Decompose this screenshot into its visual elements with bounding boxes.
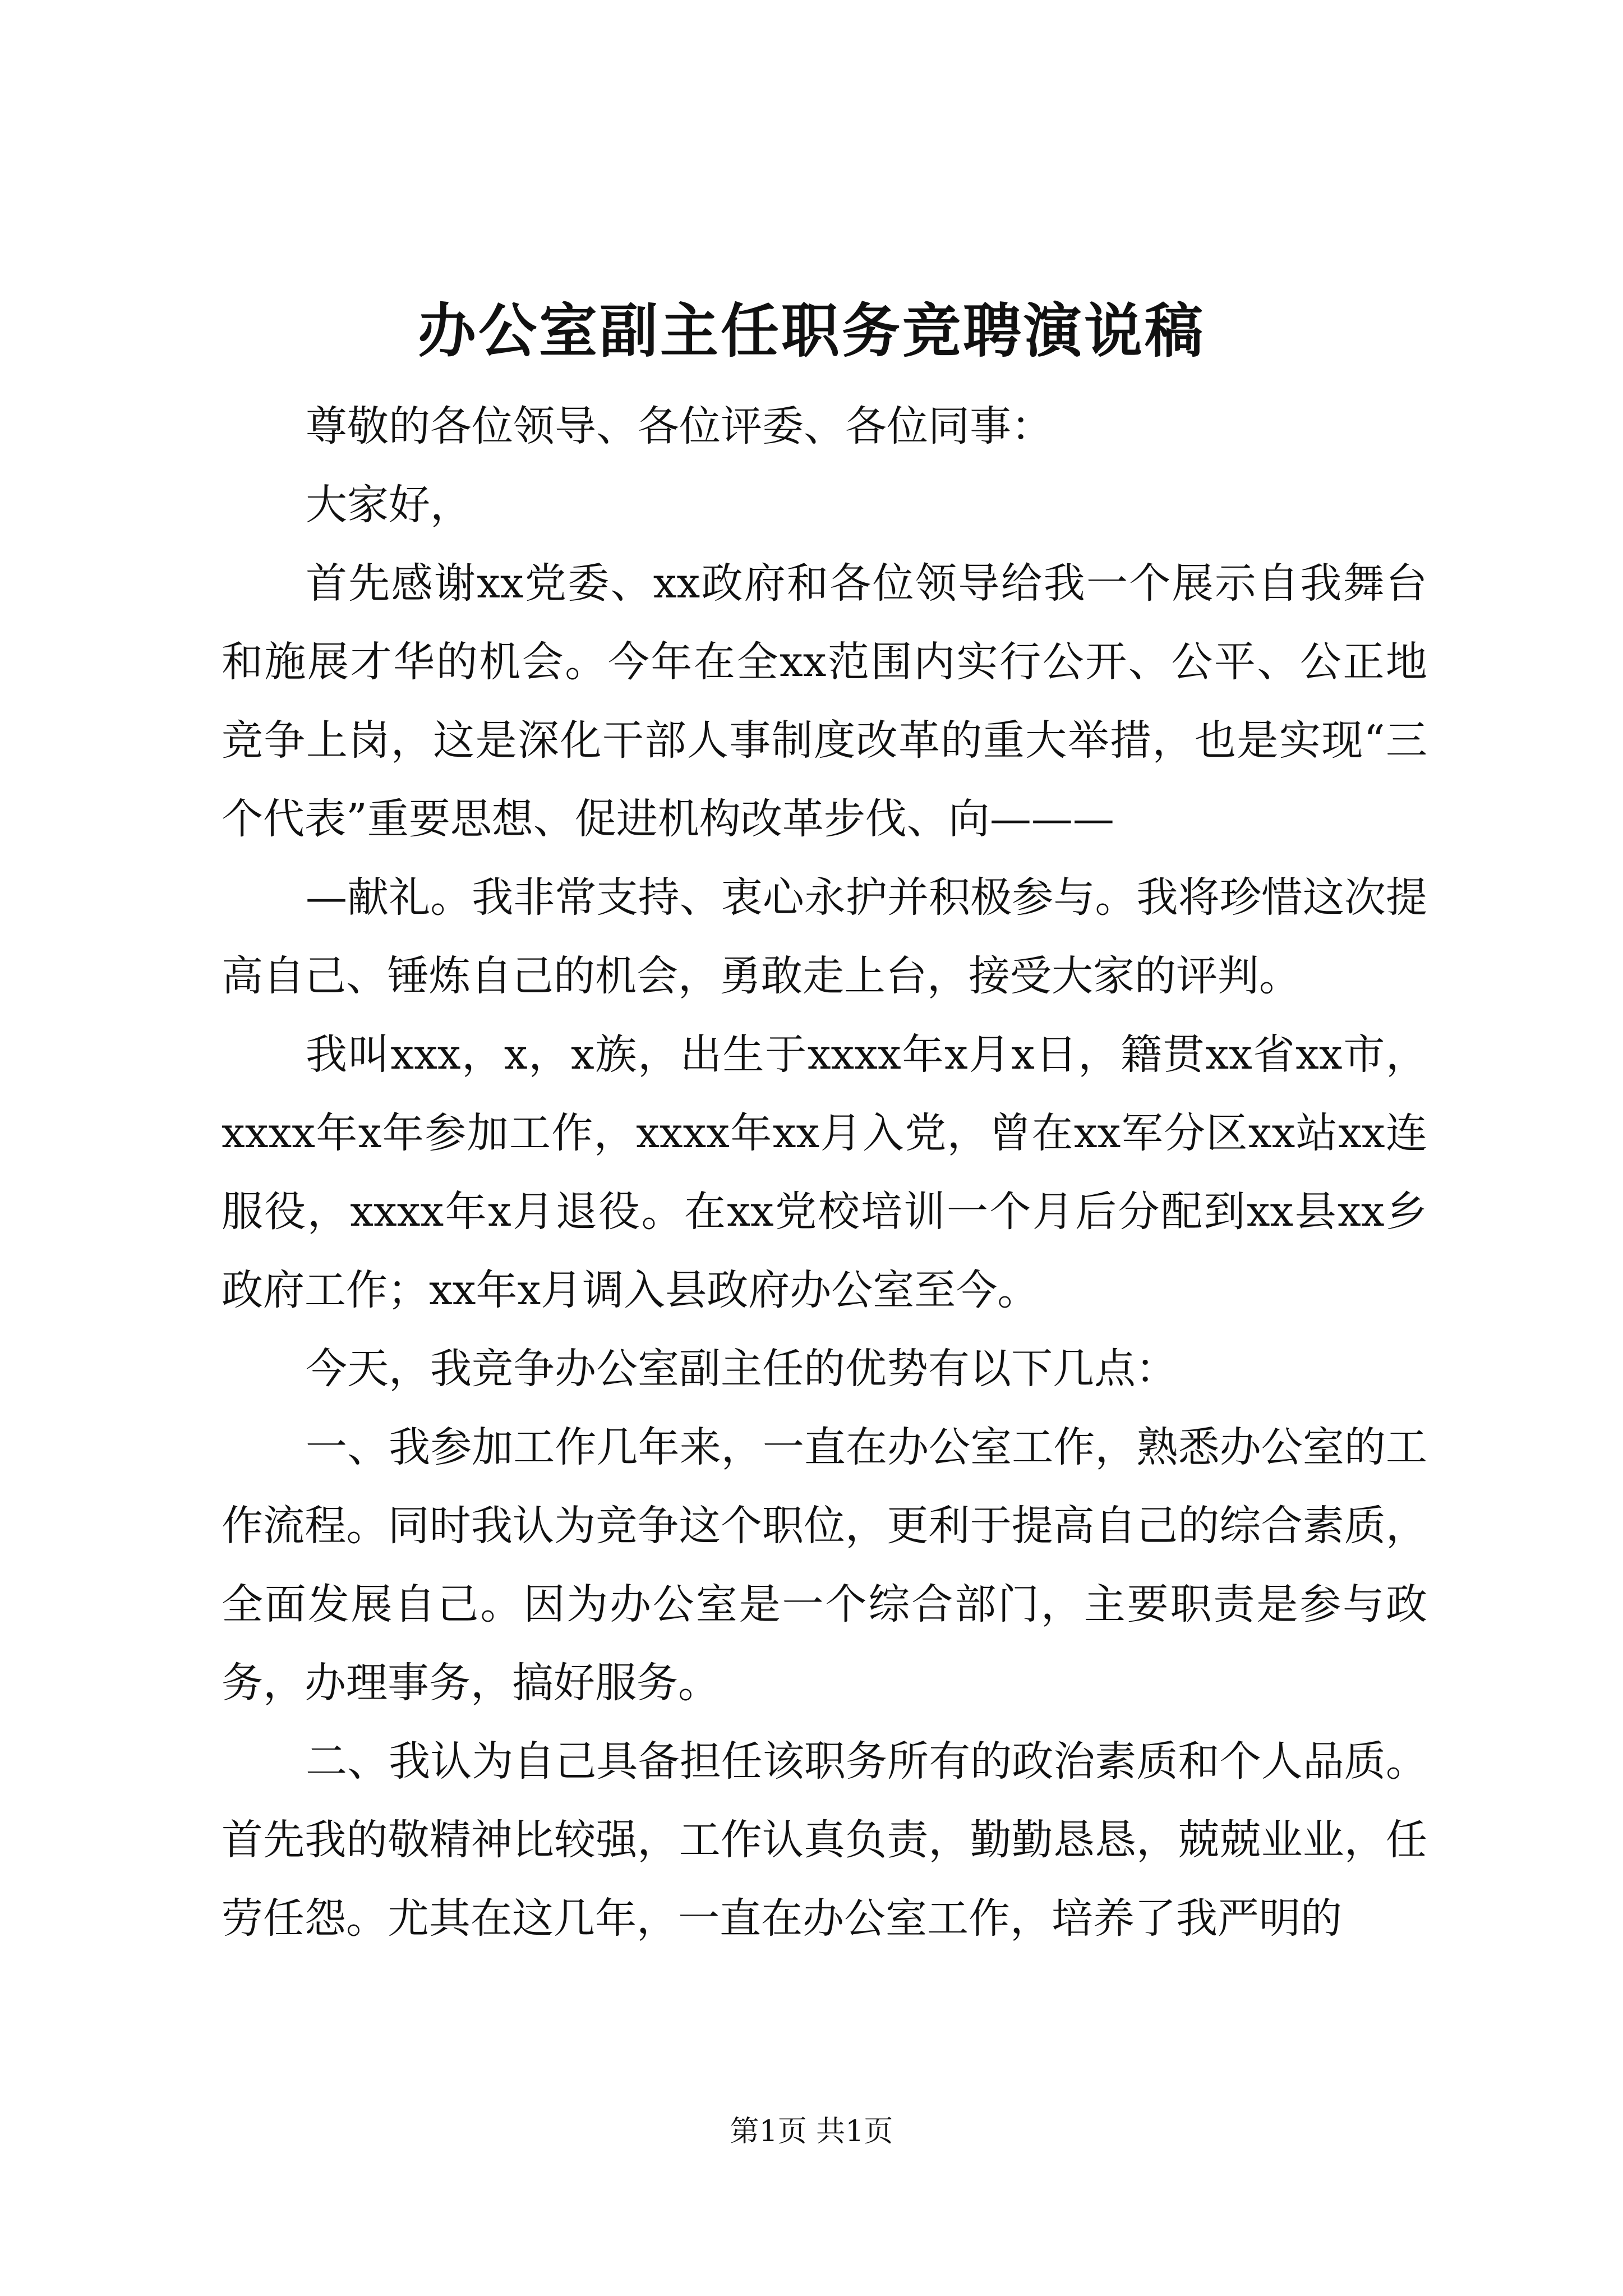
- paragraph-support: —献礼。我非常支持、衷心永护并积极参与。我将珍惜这次提高自己、锤炼自己的机会，勇敢走上台，接受大家的评判。: [222, 873, 1427, 1000]
- paragraph-greeting: 大家好，: [306, 481, 472, 529]
- paragraph-advantage-two: 二、我认为自己具备担任该职务所有的政治素质和个人品质。首先我的敬精神比较强，工作认真负责，勤勤恳恳，兢兢业业，任劳任怨。尤其在这几年，一直在办公室工作，培养了我严明的: [222, 1737, 1427, 1943]
- document-title: 办公室副主任职务竞聘演说稿: [417, 296, 1205, 365]
- paragraph-salutation: 尊敬的各位领导、各位评委、各位同事：: [306, 402, 1053, 450]
- paragraph-advantage-one: 一、我参加工作几年来，一直在办公室工作，熟悉办公室的工作流程。同时我认为竞争这个职位，更利于提高自己的综合素质，全面发展自己。因为办公室是一个综合部门，主要职责是参与政务，办理事务，搞好服务。: [222, 1423, 1427, 1707]
- paragraph-thanks: 首先感谢xx党委、xx政府和各位领导给我一个展示自我舞台和施展才华的机会。今年在全xx范围内实行公开、公平、公正地竞争上岗，这是深化干部人事制度改革的重大举措，也是实现“三个代表”重要思想、促进机构改革步伐、向———: [222, 559, 1427, 843]
- page-number-footer: 第1页 共1页: [730, 2115, 893, 2148]
- document-body: [222, 387, 1427, 1958]
- paragraph-advantages-intro: 今天，我竞争办公室副主任的优势有以下几点：: [306, 1345, 1177, 1393]
- paragraph-introduction: 我叫xxx，x，x族，出生于xxxx年x月x日，籍贯xx省xx市，xxxx年x年参加工作，xxxx年xx月入党，曾在xx军分区xx站xx连服役，xxxx年x月退役。在xx党校培训一个月后分配到xx县xx乡政府工作；xx年x月调入县政府办公室至今。: [222, 1030, 1427, 1314]
